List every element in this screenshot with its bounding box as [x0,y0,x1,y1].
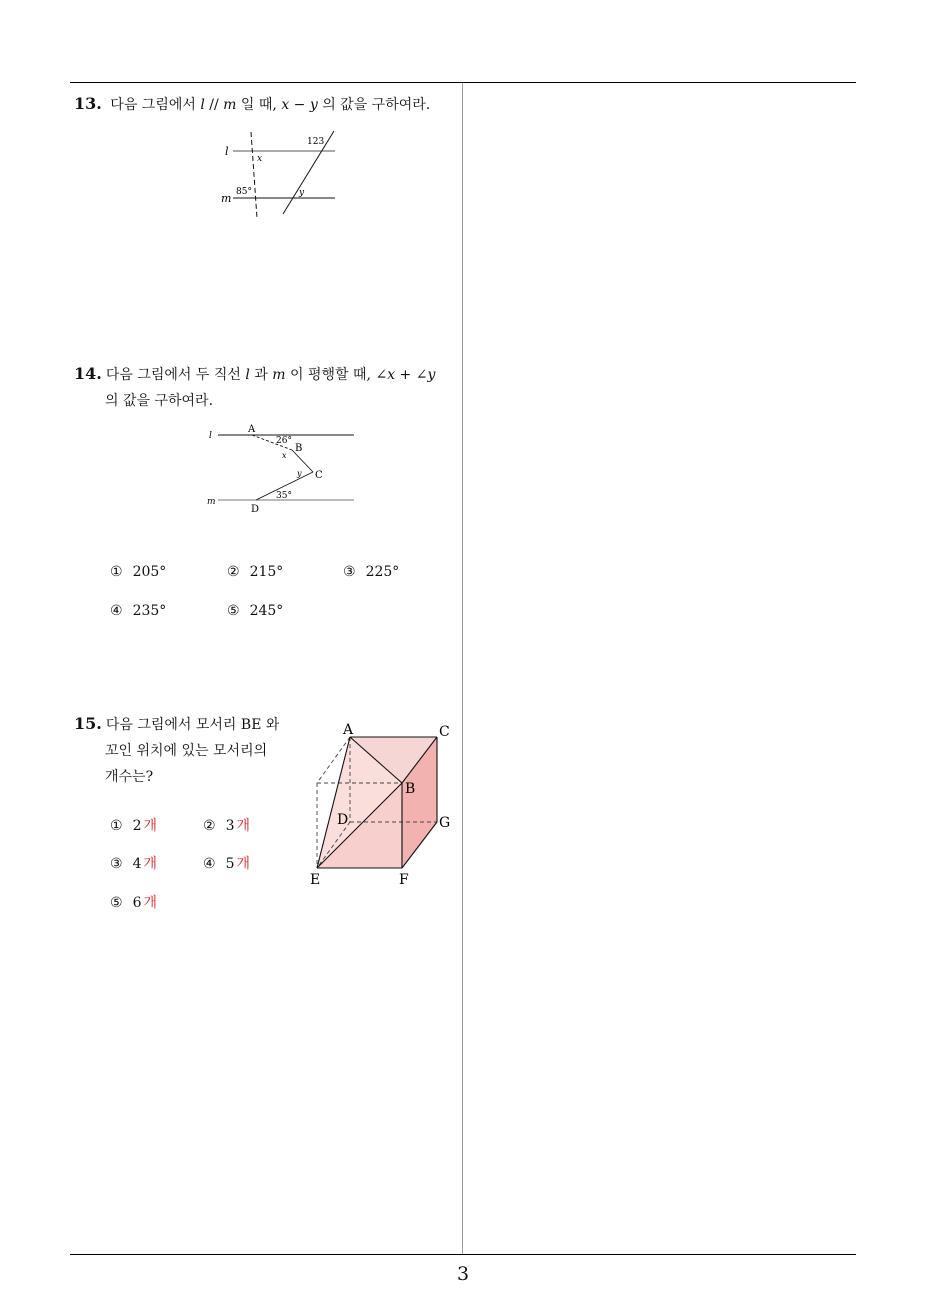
unit-label: 개 [236,818,251,834]
vertex-D: D [337,812,349,828]
unit-label: 개 [143,856,158,872]
question-text-line1: 다음 그림에서 두 직선 l 과 m 이 평행할 때, ∠x + ∠y [105,367,436,383]
question-text-line3: 개수는? [105,769,154,785]
question-number: 14. [74,364,102,383]
choice-15-5[interactable]: ⑤ 6 개 [110,895,158,911]
choice-14-2[interactable]: ② 215° [227,564,284,580]
choice-14-3[interactable]: ③ 225° [343,564,400,580]
label-l: l [225,145,229,158]
choice-15-4[interactable]: ④ 5 개 [203,856,251,872]
figure-zigzag-14 [200,420,360,515]
question-text-line1: 다음 그림에서 모서리 BE 와 [105,717,280,733]
point-A: A [248,424,256,435]
header-rule [70,82,856,83]
unit-label: 개 [143,818,158,834]
angle-26: 26° [276,436,292,446]
column-divider [462,83,463,1255]
footer-rule [70,1254,856,1255]
label-m: m [221,192,232,205]
choice-14-1[interactable]: ① 205° [110,564,167,580]
label-l: l [209,431,212,441]
page-number: 3 [456,1263,470,1285]
vertex-C: C [439,724,450,740]
vertex-A: A [343,722,354,738]
angle-123: 123 [307,137,325,147]
vertex-G: G [439,815,451,831]
vertex-E: E [310,872,321,888]
var-x: x [257,154,263,164]
figure-parallel-lines-13 [215,128,345,220]
figure-cuboid-15 [300,715,460,890]
question-text-line2: 의 값을 구하여라. [105,393,214,409]
label-m: m [207,497,216,507]
unit-label: 개 [236,856,251,872]
point-B: B [295,443,303,454]
vertex-F: F [399,872,409,888]
var-x: x [282,451,287,460]
choice-15-2[interactable]: ② 3 개 [203,818,251,834]
question-text-line2: 꼬인 위치에 있는 모서리의 [105,743,268,759]
point-D: D [251,504,260,515]
angle-85: 85° [236,187,252,197]
question-13 [74,91,430,118]
angle-35: 35° [276,491,292,501]
question-number: 13. [74,94,102,113]
question-number: 15. [74,714,102,733]
vertex-B: B [405,781,416,797]
choice-14-4[interactable]: ④ 235° [110,603,167,619]
question-14 [74,361,464,414]
unit-label: 개 [143,895,158,911]
choice-15-1[interactable]: ① 2 개 [110,818,158,834]
var-y: y [299,188,305,198]
question-15 [74,711,304,790]
var-y: y [297,469,302,478]
choice-15-3[interactable]: ③ 4 개 [110,856,158,872]
point-C: C [315,470,323,481]
question-text: 다음 그림에서 l // m 일 때, x − y 의 값을 구하여라. [110,97,431,113]
choice-14-5[interactable]: ⑤ 245° [227,603,284,619]
